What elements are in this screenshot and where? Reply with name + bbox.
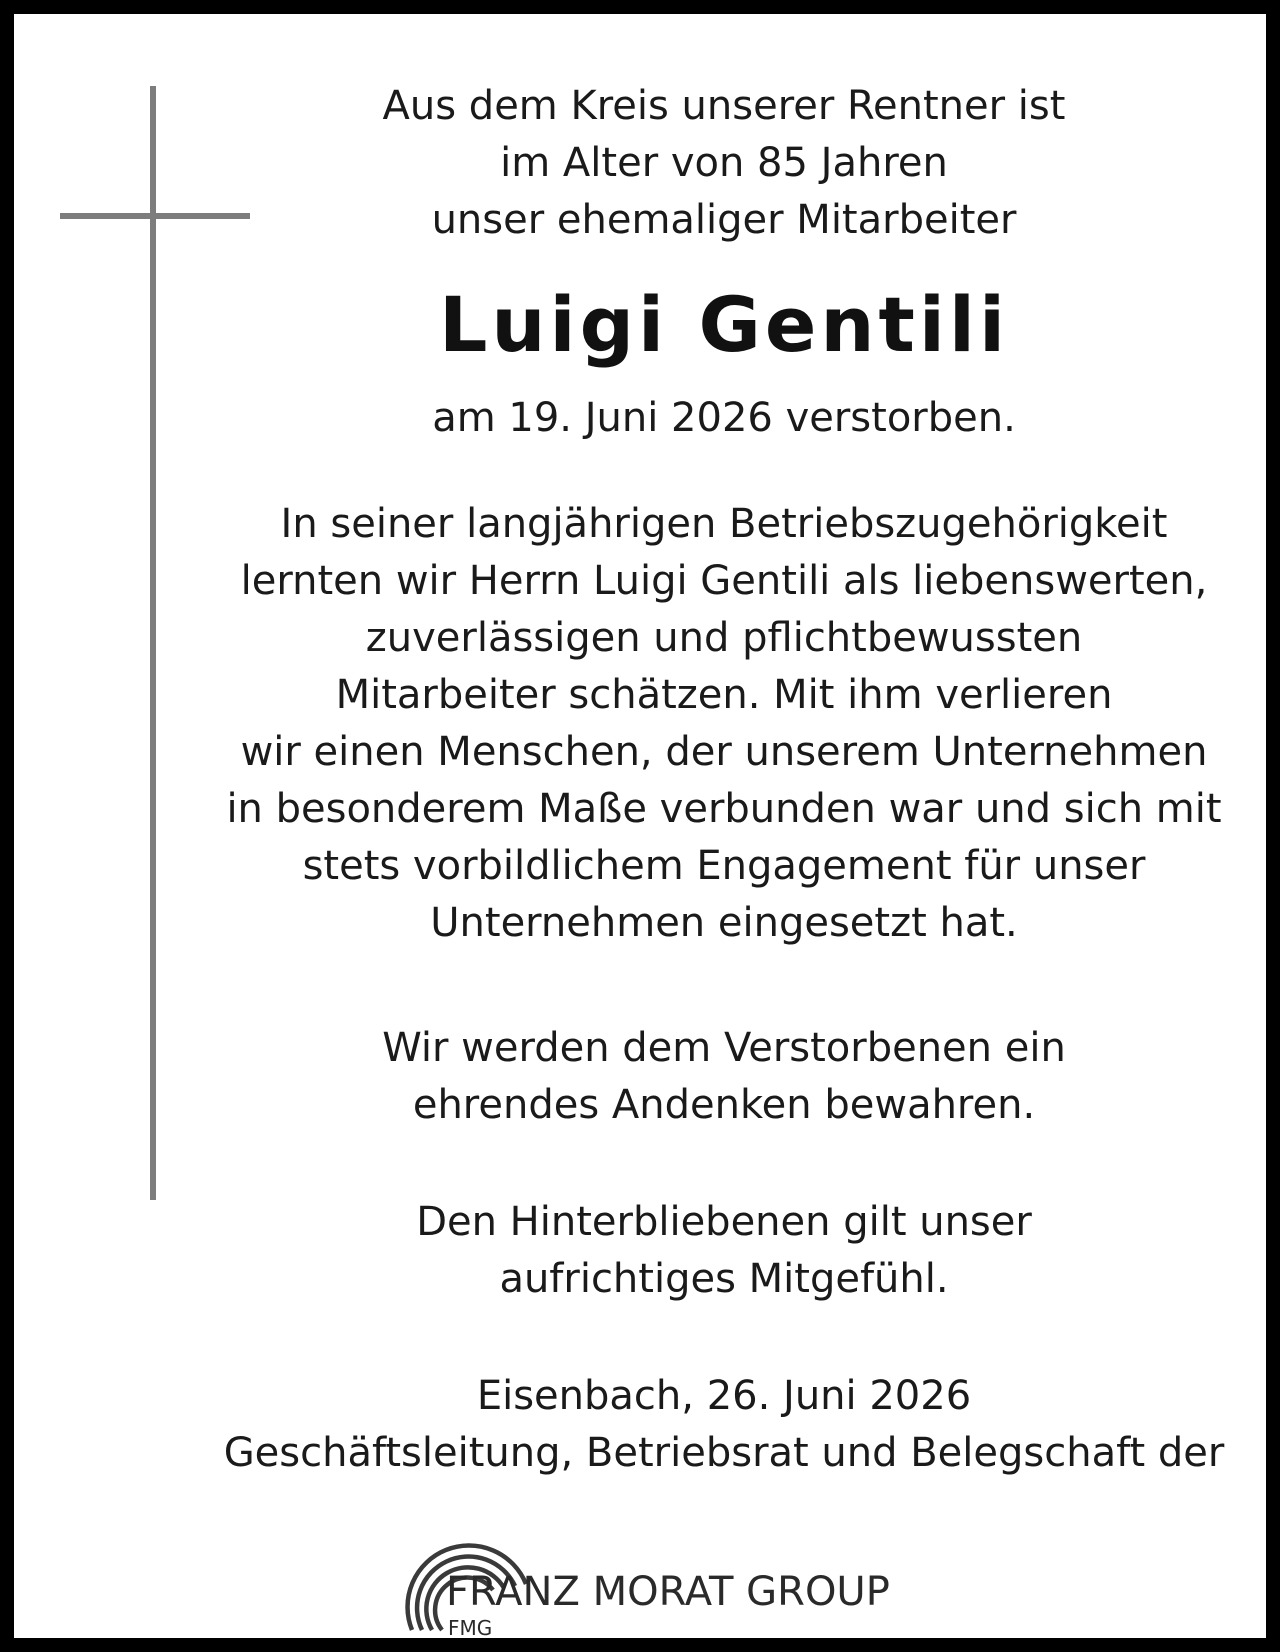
tribute-line: lernten wir Herrn Luigi Gentili als liebenswerten, [240,558,1208,604]
tribute-line: in besonderem Maße verbunden war und sich mit [226,786,1222,832]
tribute-line: In seiner langjährigen Betriebszugehörigkeit [280,501,1168,547]
place-date-line: Eisenbach, 26. Juni 2026 [476,1373,972,1419]
death-date-line: am 19. Juni 2026 verstorben. [432,395,1016,441]
tribute-text [184,496,1264,952]
tribute-line: stets vorbildlichem Engagement für unser [302,843,1146,889]
sympathy-line: aufrichtiges Mitgefühl. [499,1256,949,1302]
intro-line: Aus dem Kreis unserer Rentner ist [382,83,1066,129]
cross-icon [150,86,156,1200]
tribute-line: Unternehmen eingesetzt hat. [430,900,1018,946]
tribute-line: zuverlässigen und pflichtbewussten [365,615,1083,661]
memory-line: ehrendes Andenken bewahren. [412,1082,1036,1128]
place-date [184,1368,1264,1425]
intro-line: im Alter von 85 Jahren [500,140,948,186]
tribute-line: wir einen Menschen, der unserem Unternehmen [240,729,1208,775]
signatories-line: Geschäftsleitung, Betriebsrat und Belegschaft der [223,1430,1225,1476]
signatories [184,1425,1264,1482]
company-logo [384,1502,944,1652]
memory-text [184,1020,1264,1134]
obituary-notice [14,14,1266,1638]
deceased-name: Luigi Gentili [438,280,1009,369]
logo-company-name: FRANZ MORAT GROUP [446,1569,890,1615]
memory-line: Wir werden dem Verstorbenen ein [382,1025,1066,1071]
intro-line: unser ehemaliger Mitarbeiter [431,197,1017,243]
logo-abbreviation: FMG [448,1616,493,1640]
sympathy-text [184,1194,1264,1308]
intro-text [184,78,1264,249]
sympathy-line: Den Hinterbliebenen gilt unser [416,1199,1032,1245]
death-date [184,390,1264,447]
tribute-line: Mitarbeiter schätzen. Mit ihm verlieren [335,672,1113,718]
